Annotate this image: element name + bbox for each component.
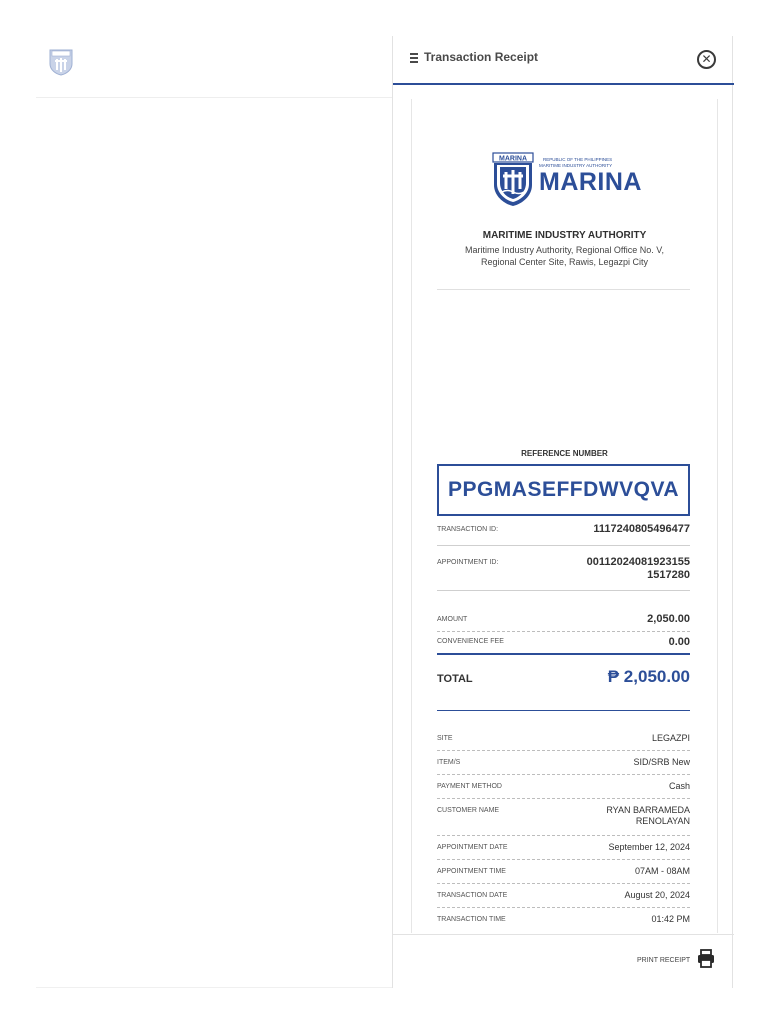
divider bbox=[437, 545, 690, 546]
appointment-date-value: September 12, 2024 bbox=[608, 842, 690, 852]
site-label: SITE bbox=[437, 735, 453, 742]
brand-line1: REPUBLIC OF THE PHILIPPINES bbox=[543, 157, 613, 162]
total-value: ₱ 2,050.00 bbox=[607, 667, 690, 686]
customer-name-line1: RYAN BARRAMEDA bbox=[606, 805, 690, 815]
transaction-time-value: 01:42 PM bbox=[651, 914, 690, 924]
marina-shield-icon[interactable] bbox=[48, 48, 74, 76]
reference-number-label: REFERENCE NUMBER bbox=[521, 449, 608, 458]
divider bbox=[437, 859, 690, 860]
transaction-id-label: TRANSACTION ID: bbox=[437, 526, 499, 533]
reference-number: PPGMASEFFDWVQVA bbox=[437, 464, 690, 516]
app-header bbox=[36, 36, 392, 98]
amount-value: 2,050.00 bbox=[647, 613, 690, 625]
divider bbox=[437, 653, 690, 655]
brand-name: MARINA bbox=[539, 168, 642, 196]
divider bbox=[437, 750, 690, 751]
appointment-id-line2: 1517280 bbox=[647, 569, 690, 581]
receipt-panel bbox=[392, 36, 733, 988]
convenience-fee-label: CONVENIENCE FEE bbox=[437, 638, 504, 645]
appointment-id-label: APPOINTMENT ID: bbox=[437, 559, 499, 566]
appointment-id-line1: 00112024081923155 bbox=[586, 556, 690, 568]
customer-name-line2: RENOLAYAN bbox=[635, 816, 690, 826]
transaction-id-value: 1117240805496477 bbox=[593, 523, 690, 535]
close-icon[interactable]: ✕ bbox=[697, 50, 716, 69]
payment-method-value: Cash bbox=[668, 781, 690, 791]
brand-line2: MARITIME INDUSTRY AUTHORITY bbox=[539, 163, 613, 168]
receipt-icon bbox=[410, 53, 418, 63]
appointment-id-value bbox=[587, 556, 690, 582]
customer-name-label: CUSTOMER NAME bbox=[437, 807, 500, 814]
transaction-time-label: TRANSACTION TIME bbox=[437, 916, 506, 923]
site-value: LEGAZPI bbox=[651, 733, 690, 743]
items-label: ITEM/S bbox=[437, 759, 461, 766]
badge-text: MARINA bbox=[499, 155, 527, 163]
divider bbox=[437, 289, 690, 290]
divider bbox=[437, 798, 690, 799]
appointment-time-value: 07AM - 08AM bbox=[634, 866, 690, 876]
convenience-fee-value: 0.00 bbox=[668, 636, 690, 648]
panel-title: Transaction Receipt bbox=[424, 50, 539, 64]
main-content-area bbox=[36, 98, 392, 988]
divider bbox=[437, 590, 690, 591]
panel-header bbox=[393, 36, 734, 85]
customer-name-value bbox=[606, 805, 690, 827]
appointment-date-label: APPOINTMENT DATE bbox=[437, 844, 508, 851]
payment-method-label: PAYMENT METHOD bbox=[437, 783, 502, 790]
appointment-time-label: APPOINTMENT TIME bbox=[437, 868, 506, 875]
marina-logo bbox=[491, 151, 641, 207]
transaction-date-value: August 20, 2024 bbox=[624, 890, 690, 900]
divider bbox=[437, 835, 690, 836]
organization-address bbox=[412, 244, 717, 268]
divider bbox=[437, 710, 690, 711]
divider bbox=[437, 883, 690, 884]
organization-name: MARITIME INDUSTRY AUTHORITY bbox=[482, 230, 647, 241]
receipt-document bbox=[411, 99, 718, 933]
print-receipt-button[interactable]: PRINT RECEIPT bbox=[637, 957, 691, 964]
items-value: SID/SRB New bbox=[633, 757, 690, 767]
amount-label: AMOUNT bbox=[437, 616, 468, 623]
address-line2: Regional Center Site, Rawis, Legazpi City bbox=[480, 257, 649, 267]
divider bbox=[437, 774, 690, 775]
marina-shield-icon bbox=[491, 151, 535, 207]
printer-icon[interactable] bbox=[697, 949, 715, 969]
divider bbox=[437, 907, 690, 908]
total-label: TOTAL bbox=[437, 673, 473, 685]
panel-footer bbox=[393, 934, 734, 988]
address-line1: Maritime Industry Authority, Regional Office No. V, bbox=[465, 245, 664, 255]
transaction-date-label: TRANSACTION DATE bbox=[437, 892, 508, 899]
divider bbox=[437, 631, 690, 632]
